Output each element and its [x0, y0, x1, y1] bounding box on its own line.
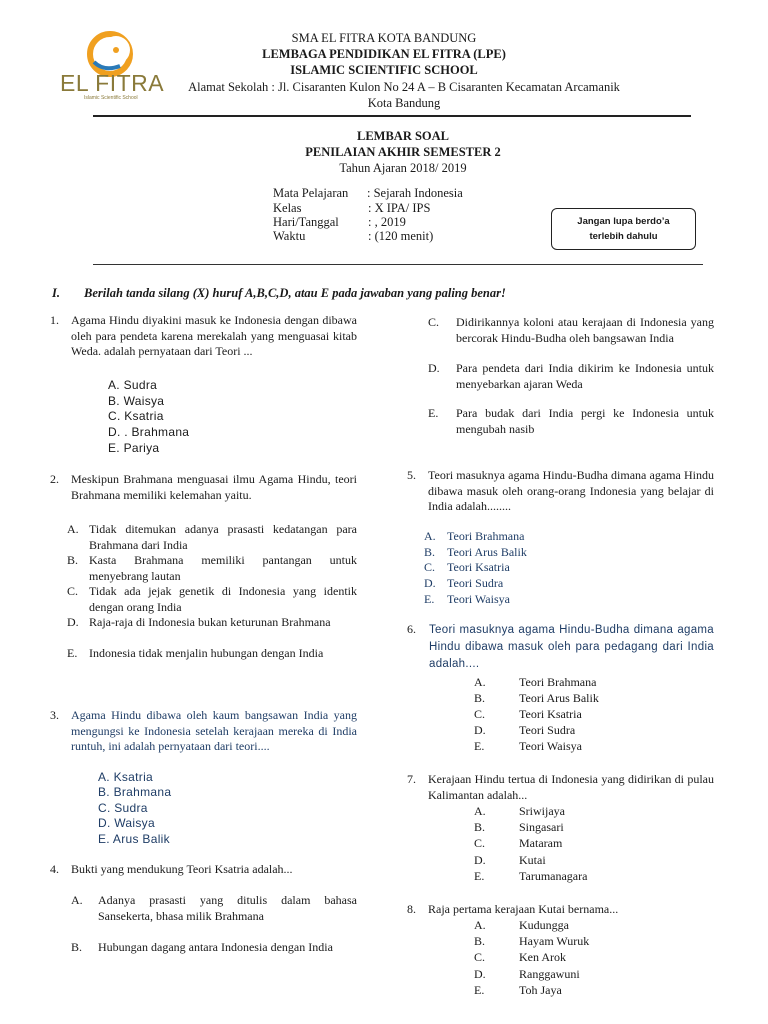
- option-c: Teori Ksatria: [519, 707, 582, 721]
- option-letter: B.: [474, 691, 486, 705]
- option-letter: A.: [71, 893, 83, 907]
- question-number: 7.: [407, 772, 416, 786]
- option-d: Kutai: [519, 853, 546, 867]
- option-d: D. Waisya: [98, 816, 155, 830]
- school-name: SMA EL FITRA KOTA BANDUNG: [291, 31, 477, 45]
- option-letter: C.: [474, 836, 486, 850]
- section-divider: [93, 264, 703, 265]
- option-c: C. Ksatria: [108, 409, 164, 423]
- option-b: Hayam Wuruk: [519, 934, 590, 948]
- option-b: Kasta Brahmana memiliki pantangan untuk menyebrang lautan: [89, 553, 357, 583]
- option-d: Para pendeta dari India dikirim ke Indonesia untuk menyebarkan ajaran Weda: [456, 361, 714, 391]
- prayer-reminder-line2: terlebih dahulu: [589, 231, 658, 242]
- option-e: Teori Waisya: [447, 592, 510, 606]
- question-text: Raja pertama kerajaan Kutai bernama...: [428, 902, 619, 916]
- date-value: : , 2019: [368, 215, 406, 229]
- option-e: Toh Jaya: [519, 983, 562, 997]
- option-letter: D.: [474, 967, 486, 981]
- option-b: B. Brahmana: [98, 785, 172, 799]
- question-text: Bukti yang mendukung Teori Ksatria adalah...: [71, 862, 293, 876]
- question-text: Agama Hindu dibawa oleh kaum bangsawan India yang mengungsi ke Indonesia setelah kerajaan mereka di India runtuh, ini adalah pernyataan dari teori....: [71, 708, 357, 753]
- option-letter: D.: [428, 361, 440, 375]
- option-letter: C.: [424, 560, 436, 574]
- question-number: 2.: [50, 472, 59, 486]
- option-a: Tidak ditemukan adanya prasasti kedatangan para Brahmana dari India: [89, 522, 357, 552]
- option-e: Para budak dari India pergi ke Indonesia untuk mengubah nasib: [456, 406, 714, 436]
- question-text: Teori masuknya agama Hindu-Budha dimana agama Hindu dibawa masuk oleh para pedagang dari India adalah....: [429, 624, 714, 670]
- question-number: 4.: [50, 862, 59, 876]
- option-b: Teori Arus Balik: [519, 691, 599, 705]
- option-letter: C.: [67, 584, 79, 598]
- option-letter: C.: [428, 315, 440, 329]
- instruction-text: Berilah tanda silang (X) huruf A,B,C,D, atau E pada jawaban yang paling benar!: [84, 286, 506, 300]
- school-city: Kota Bandung: [367, 96, 441, 110]
- subject-label: Mata Pelajaran: [273, 186, 349, 200]
- academic-year: Tahun Ajaran 2018/ 2019: [339, 161, 467, 175]
- school-address: Alamat Sekolah : Jl. Cisaranten Kulon No 24 A – B Cisaranten Kecamatan Arcamanik: [188, 80, 620, 94]
- option-c: Mataram: [519, 836, 563, 850]
- sheet-title: LEMBAR SOAL: [356, 129, 450, 143]
- logo-text: EL FITRA: [60, 70, 165, 96]
- meta-class: [273, 201, 430, 215]
- question-text: Agama Hindu diyakini masuk ke Indonesia dengan dibawa oleh para pendeta karena merekalah yang menguasai kitab Weda. adalah pernyataan dari Teori ...: [71, 313, 357, 358]
- option-letter: A.: [474, 918, 486, 932]
- option-a: Kudungga: [519, 918, 569, 932]
- option-e: Teori Waisya: [519, 739, 582, 753]
- question-text: Kerajaan Hindu tertua di Indonesia yang didirikan di pulau Kalimantan adalah...: [428, 772, 714, 802]
- prayer-reminder-box: [551, 208, 696, 250]
- question-number: 5.: [407, 468, 416, 482]
- option-letter: A.: [424, 529, 436, 543]
- institution-name: LEMBAGA PENDIDIKAN EL FITRA (LPE): [262, 47, 506, 61]
- option-d: Teori Sudra: [519, 723, 576, 737]
- option-a: A. Sudra: [108, 378, 158, 392]
- option-d: Teori Sudra: [447, 576, 504, 590]
- option-c: C. Sudra: [98, 801, 148, 815]
- option-letter: C.: [474, 707, 486, 721]
- option-letter: D.: [474, 723, 486, 737]
- option-d: Raja-raja di Indonesia bukan keturunan Brahmana: [89, 615, 331, 629]
- time-value: : (120 menit): [368, 229, 434, 243]
- option-a: Teori Brahmana: [519, 675, 597, 689]
- option-c: Didirikannya koloni atau kerajaan di Indonesia yang bercorak Hindu-Budha oleh bangsawan India: [456, 315, 714, 345]
- time-label: Waktu: [273, 229, 306, 243]
- class-label: Kelas: [273, 201, 302, 215]
- option-a: Teori Brahmana: [447, 529, 525, 543]
- option-letter: B.: [424, 545, 436, 559]
- option-letter: D.: [67, 615, 79, 629]
- option-letter: A.: [67, 522, 79, 536]
- option-a: A. Ksatria: [98, 770, 154, 784]
- question-number: 8.: [407, 902, 416, 916]
- option-b: Hubungan dagang antara Indonesia dengan India: [98, 940, 333, 954]
- option-c: Tidak ada jejak genetik di Indonesia yang identik dengan orang India: [89, 584, 357, 614]
- option-d: Ranggawuni: [519, 967, 580, 981]
- option-e: E. Arus Balik: [98, 832, 170, 846]
- question-number: 1.: [50, 313, 59, 327]
- question-number: 6.: [407, 622, 416, 636]
- option-e: Tarumanagara: [519, 869, 588, 883]
- option-letter: E.: [424, 592, 435, 606]
- question-text: Teori masuknya agama Hindu-Budha dimana agama Hindu dibawa masuk oleh orang-orang Indonesia yang belajar di India adalah........: [428, 468, 714, 513]
- option-c: Teori Ksatria: [447, 560, 510, 574]
- option-letter: E.: [67, 646, 78, 660]
- option-d: D. . Brahmana: [108, 425, 190, 439]
- logo-subtext: Islamic Scientific School: [84, 95, 138, 101]
- option-e: Indonesia tidak menjalin hubungan dengan India: [89, 646, 324, 660]
- option-e: E. Pariya: [108, 441, 160, 455]
- option-letter: B.: [474, 934, 486, 948]
- option-letter: E.: [474, 869, 485, 883]
- question-text: Meskipun Brahmana menguasai ilmu Agama Hindu, teori Brahmana memiliki kelemahan yaitu.: [71, 472, 357, 502]
- option-letter: A.: [474, 804, 486, 818]
- option-letter: B.: [474, 820, 486, 834]
- exam-title: PENILAIAN AKHIR SEMESTER 2: [305, 145, 501, 159]
- option-a: Adanya prasasti yang ditulis dalam bahasa Sansekerta, bhasa milik Brahmana: [98, 893, 357, 923]
- option-b: Teori Arus Balik: [447, 545, 527, 559]
- date-label: Hari/Tanggal: [273, 215, 339, 229]
- option-letter: E.: [474, 983, 485, 997]
- option-b: B. Waisya: [108, 394, 165, 408]
- option-letter: B.: [67, 553, 79, 567]
- question-number: 3.: [50, 708, 59, 722]
- option-letter: A.: [474, 675, 486, 689]
- instruction: [52, 286, 506, 301]
- meta-date: [273, 215, 406, 229]
- option-letter: B.: [71, 940, 83, 954]
- class-value: : X IPA/ IPS: [368, 201, 431, 215]
- option-a: Sriwijaya: [519, 804, 565, 818]
- option-c: Ken Arok: [519, 950, 566, 964]
- meta-time: [273, 229, 433, 243]
- option-letter: E.: [428, 406, 439, 420]
- prayer-reminder-line1: Jangan lupa berdo’a: [577, 216, 670, 227]
- option-letter: E.: [474, 739, 485, 753]
- option-letter: D.: [474, 853, 486, 867]
- option-letter: C.: [474, 950, 486, 964]
- subject-value: : Sejarah Indonesia: [367, 186, 463, 200]
- school-tagline: ISLAMIC SCIENTIFIC SCHOOL: [290, 63, 478, 77]
- option-letter: D.: [424, 576, 436, 590]
- option-b: Singasari: [519, 820, 564, 834]
- meta-subject: [273, 186, 463, 200]
- instruction-number: I.: [52, 286, 60, 300]
- header-divider: [93, 115, 691, 117]
